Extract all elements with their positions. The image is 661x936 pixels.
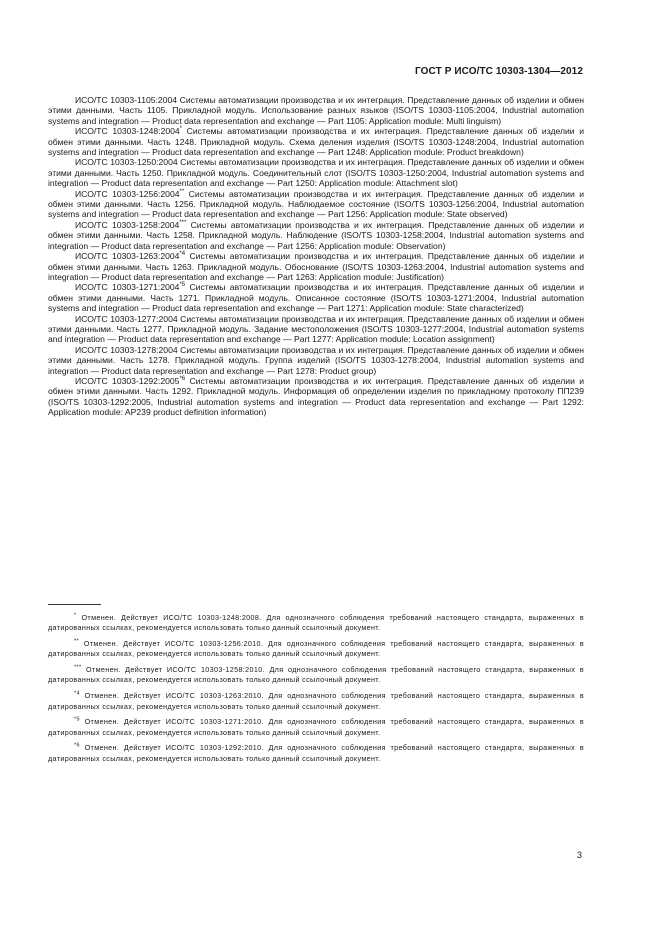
- reference-footnote-mark: *: [179, 126, 183, 133]
- reference-text: Системы автоматизации производства и их интеграция. Представление данных об изделии и обмен этими данными. Часть 1248. Прикладной модуль. Схема деления изделия (ISO/TS 10303-1248:2004, Industrial automation systems and integration — Product data representation and exchange — Part 1248: Application module: Product breakdown): [48, 126, 584, 158]
- reference-code: ИСО/ТС 10303-1250:2004: [75, 157, 178, 168]
- footnote-mark: ***: [74, 664, 82, 671]
- footnote: [48, 743, 584, 764]
- reference-code: ИСО/ТС 10303-1258:2004: [75, 219, 180, 230]
- reference-entry: [48, 314, 584, 345]
- normative-references: [48, 95, 584, 418]
- footnote-text: Отменен. Действует ИСО/ТС 10303-1271:2010. Для однозначного соблюдения требований настоящего стандарта, выраженных в датированных ссылках, рекомендуется использовать только данный ссылочный документ.: [48, 717, 584, 737]
- footnote-text: Отменен. Действует ИСО/ТС 10303-1263:2010. Для однозначного соблюдения требований настоящего стандарта, выраженных в датированных ссылках, рекомендуется использовать только данный ссылочный документ.: [48, 691, 584, 711]
- footnote-mark: *5: [74, 716, 80, 723]
- footnote-text: Отменен. Действует ИСО/ТС 10303-1258:2010. Для однозначного соблюдения требований настоящего стандарта, выраженных в датированных ссылках, рекомендуется использовать только данный ссылочный документ.: [48, 665, 584, 685]
- reference-text: Системы автоматизации производства и их интеграция. Представление данных об изделии и обмен этими данными. Часть 1292. Прикладной модуль. Информация об определении изделия по прикладному протоколу ПП239 (ISO/TS 10303-1292:2005, Industrial automation systems and integration — Product data representation and exchange — Part 1292: Application module: AP239 product definition information): [48, 375, 585, 418]
- footnote: [48, 639, 584, 660]
- footnote-separator: [48, 604, 101, 605]
- reference-text: Системы автоматизации производства и их интеграция. Представление данных об изделии и обмен этими данными. Часть 1250. Прикладной модуль. Соединительный слот (ISO/TS 10303-1250:2004, Industrial automation systems and integration — Product data representation and exchange — Part 1250: Application module: Attachment slot): [48, 157, 584, 189]
- reference-entry: [48, 345, 584, 376]
- reference-entry: [48, 251, 584, 282]
- reference-footnote-mark: **: [179, 188, 185, 195]
- page-number: 3: [576, 850, 582, 860]
- reference-entry: [48, 189, 584, 220]
- reference-entry: [48, 157, 584, 188]
- reference-footnote-mark: *5: [179, 282, 186, 289]
- reference-code: ИСО/ТС 10303-1278:2004: [75, 344, 178, 355]
- reference-text: Системы автоматизации производства и их интеграция. Представление данных об изделии и обмен этими данными. Часть 1278. Прикладной модуль. Группа изделий (ISO/TS 10303-1278:2004, Industrial automation systems and integration — Product data representation and exchange — Part 1278: Product group): [48, 344, 584, 376]
- document-header: ГОСТ Р ИСО/ТС 10303-1304—2012: [415, 66, 583, 77]
- footnote-text: Отменен. Действует ИСО/ТС 10303-1292:2010. Для однозначного соблюдения требований настоящего стандарта, выраженных в датированных ссылках, рекомендуется использовать только данный ссылочный документ.: [48, 743, 584, 763]
- footnote: [48, 665, 584, 686]
- reference-code: ИСО/ТС 10303-1277:2004: [75, 313, 178, 324]
- footnote-text: Отменен. Действует ИСО/ТС 10303-1248:2008. Для однозначного соблюдения требований настоящего стандарта, выраженных в датированных ссылках, рекомендуется использовать только данный ссылочный документ.: [48, 613, 584, 633]
- footnote-mark: **: [74, 638, 79, 645]
- footnotes: [48, 613, 584, 770]
- reference-entry: [48, 126, 584, 157]
- reference-text: Системы автоматизации производства и их интеграция. Представление данных об изделии и обмен этими данными. Часть 1256. Прикладной модуль. Наблюдаемое состояние (ISO/TS 10303-1256:2004, Industrial automation systems and integration — Product data representation and exchange — Part 1256: Application module: State observed): [48, 188, 584, 220]
- footnote-text: Отменен. Действует ИСО/ТС 10303-1256:2010. Для однозначного соблюдения требований настоящего стандарта, выраженных в датированных ссылках, рекомендуется использовать только данный ссылочный документ.: [48, 639, 584, 659]
- reference-code: ИСО/ТС 10303-1263:2004: [75, 251, 180, 262]
- reference-text: Системы автоматизации производства и их интеграция. Представление данных об изделии и обмен этими данными. Часть 1258. Прикладной модуль. Наблюдение (ISO/TS 10303-1258:2004, Industrial automation systems and integration — Product data representation and exchange — Part 1256: Application module: Observation): [48, 219, 584, 251]
- reference-code: ИСО/ТС 10303-1292:2005: [75, 375, 180, 386]
- reference-footnote-mark: ***: [179, 220, 187, 227]
- footnote-mark: *: [74, 612, 77, 619]
- reference-code: ИСО/ТС 10303-1105:2004: [75, 95, 178, 105]
- footnote-mark: *6: [74, 743, 80, 750]
- footnote: [48, 717, 584, 738]
- footnote: [48, 691, 584, 712]
- reference-entry: [48, 95, 584, 126]
- reference-footnote-mark: *4: [179, 251, 186, 258]
- footnote-mark: *4: [74, 690, 80, 697]
- reference-footnote-mark: *6: [179, 376, 186, 383]
- footnote: [48, 613, 584, 634]
- reference-code: ИСО/ТС 10303-1271:2004: [75, 282, 180, 293]
- reference-code: ИСО/ТС 10303-1256:2004: [75, 188, 180, 199]
- reference-text: Системы автоматизации производства и их интеграция. Представление данных об изделии и обмен этими данными. Часть 1105. Прикладной модуль. Использование разных языков (ISO/TS 10303-1105:2004, Industrial automation systems and integration — Product data representation and exchange — Part 1105: Application module: Multi linguism): [48, 95, 584, 126]
- reference-text: Системы автоматизации производства и их интеграция. Представление данных об изделии и обмен этими данными. Часть 1263. Прикладной модуль. Обоснование (ISO/TS 10303-1263:2004, Industrial automation systems and integration — Product data representation and exchange — Part 1263: Application module: Justification): [48, 251, 585, 282]
- reference-entry: [48, 376, 584, 418]
- reference-entry: [48, 282, 584, 313]
- reference-text: Системы автоматизации производства и их интеграция. Представление данных об изделии и обмен этими данными. Часть 1277. Прикладной модуль. Задание местоположения (ISO/TS 10303-1277:2004, Industrial automation systems and integration — Product data representation and exchange — Part 1277: Application module: Location assignment): [48, 313, 584, 345]
- reference-code: ИСО/ТС 10303-1248:2004: [75, 126, 180, 137]
- reference-entry: [48, 220, 584, 251]
- reference-text: Системы автоматизации производства и их интеграция. Представление данных об изделии и обмен этими данными. Часть 1271. Прикладной модуль. Описанное состояние (ISO/TS 10303-1271:2004, Industrial automation systems and integration — Product data representation and exchange — Part 1271: Application module: State characterized): [48, 282, 585, 314]
